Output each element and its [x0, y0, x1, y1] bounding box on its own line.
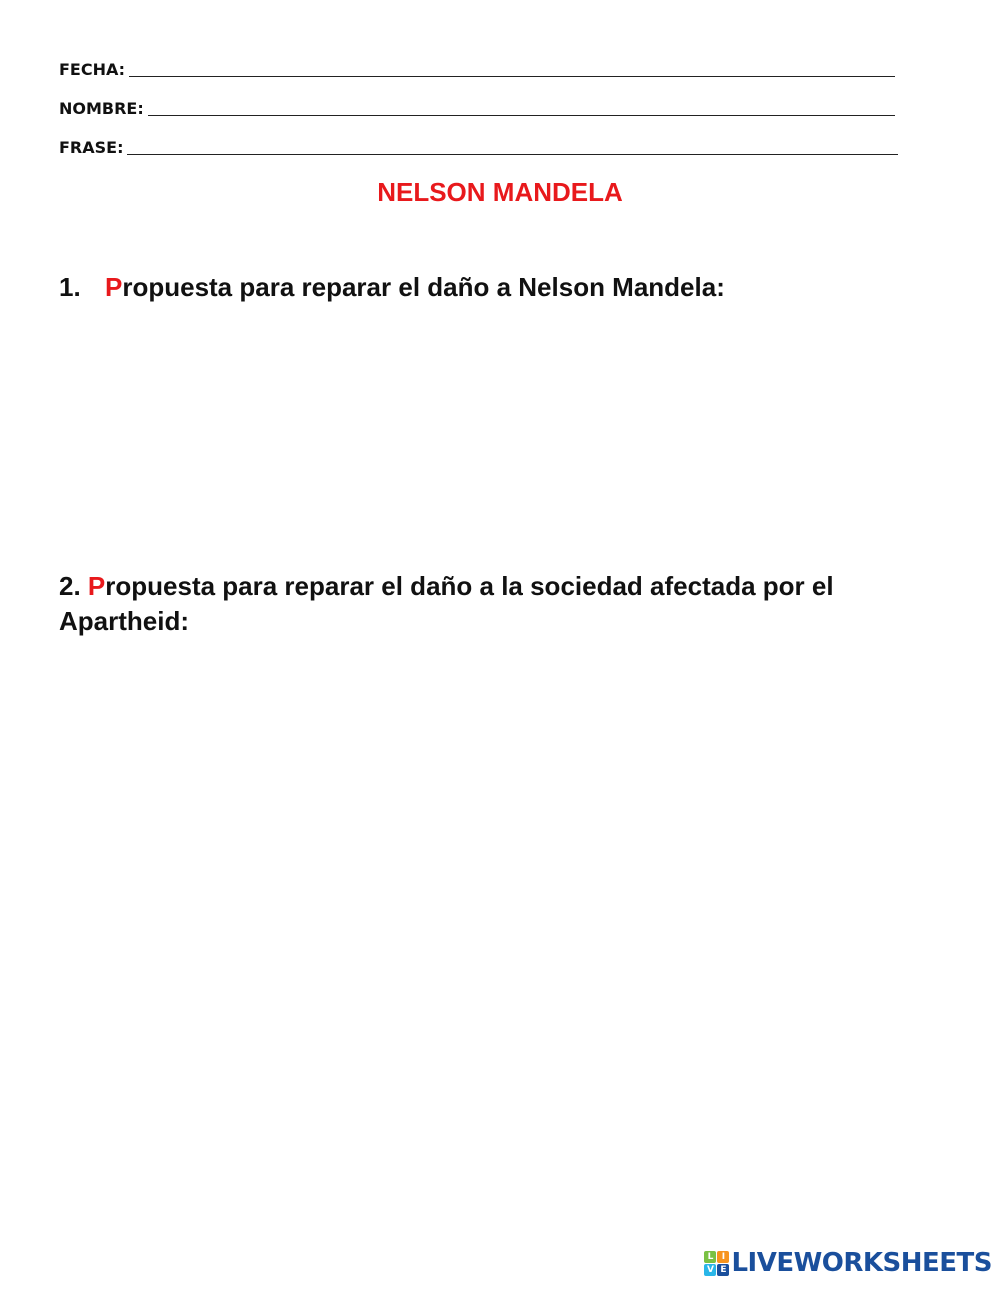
question-2-text: ropuesta para reparar el daño a la sociedad afectada por el Apartheid: — [59, 571, 834, 636]
phrase-field-row — [59, 138, 898, 158]
logo-mark-letter: V — [704, 1264, 716, 1276]
question-2 — [59, 569, 949, 639]
logo-mark-letter: L — [704, 1251, 716, 1263]
question-1-number: 1. — [59, 272, 81, 302]
phrase-label: FRASE: — [59, 138, 124, 157]
date-input-line[interactable] — [129, 60, 895, 77]
liveworksheets-logo — [704, 1249, 992, 1277]
question-2-number: 2. — [59, 571, 81, 601]
name-label: NOMBRE: — [59, 99, 144, 118]
name-input-line[interactable] — [148, 99, 895, 116]
question-1 — [59, 270, 949, 305]
logo-mark-letter: I — [717, 1251, 729, 1263]
question-1-first-letter: P — [105, 272, 123, 302]
date-field-row — [59, 60, 895, 80]
logo-mark-icon — [704, 1251, 729, 1276]
name-field-row — [59, 99, 895, 119]
logo-mark-letter: E — [717, 1264, 729, 1276]
date-label: FECHA: — [59, 60, 126, 79]
question-1-text: ropuesta para reparar el daño a Nelson Mandela: — [122, 272, 725, 302]
page-title: NELSON MANDELA — [377, 177, 623, 207]
logo-text: LIVEWORKSHEETS — [731, 1248, 992, 1278]
question-2-first-letter: P — [87, 571, 106, 601]
phrase-input-line[interactable] — [127, 138, 898, 155]
